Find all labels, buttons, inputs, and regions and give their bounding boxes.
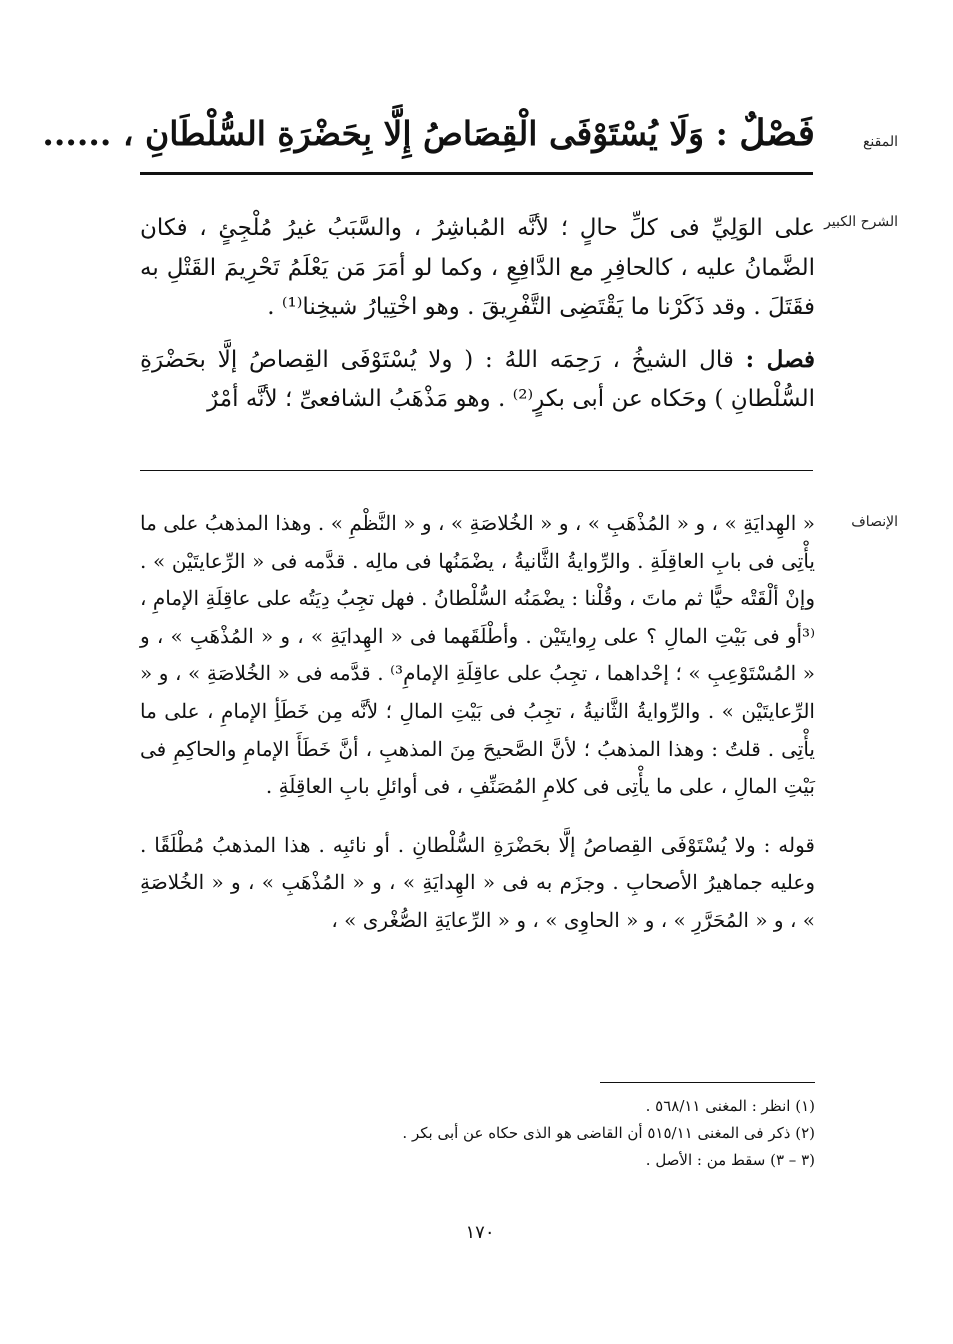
page-number: ١٧٠: [465, 1222, 495, 1243]
footnotes: [140, 1093, 815, 1174]
sharh-text: [140, 209, 815, 420]
label-sharh: الشرح الكبير: [824, 214, 898, 230]
sharh-fasl: فصل :: [745, 345, 816, 373]
insaf-paragraph-2: قوله : ولا يُسْتَوْفَى القِصاصُ إلَّا بحَضْرَةِ السُّلْطانِ . أو نائبِه . هذا المذهبُ مُطْلَقًا . وعليه جماهيرُ الأصحابِ . وجزَم به فى « الهِدايَةِ » ، و « المُذْهَبِ » ، و « الخُلاصَةِ » ، و « المُحَرَّرِ » ، و « الحاوِى » ، و « الرِّعايَةِ الصُّغْرى » ،: [140, 832, 815, 932]
label-muqni: المقنع: [862, 134, 898, 150]
label-insaf: الإنصاف: [851, 514, 898, 530]
muqni-fasl: فَصْلٌ: [739, 112, 815, 154]
insaf-paragraph-1: « الهِدايَةِ » ، و « المُذْهَبِ » ، و « الخُلاصَةِ » ، و « النَّظْمِ » . وهذا المذهبُ على ما يأْتِى فى بابِ العاقِلَةِ . والرِّوايةُ الثَّانيةُ ، يضْمَنُها فى مالِه . قدَّمه فى « الرِّعايتَيْن » . وإنْ ألْقَتْه حيًّا ثم ماتَ ، وقُلْنا : يضْمَنُه السُّلْطانُ . فهل تجِبُ دِيَتُه على عاقِلَةِ الإمامِ ، ⁽³أو فى بَيْتِ المالِ ؟ على رِوايتَيْن . وأطْلَقَهما فى « الهِدايَةِ » ، و « المُذْهَبِ » ، و « المُسْتَوْعِبِ » ؛ إحْداهما ، تجِبُ على عاقِلَةِ الإمامِ³⁾ . قدَّمه فى « الخُلاصَةِ » ، و « الرِّعايتَيْن » . والرِّوايةُ الثَّانيةُ ، تجِبُ فى بَيْتِ المالِ ؛ لأنَّه مِن خَطَأِ الإمامِ ، على ما يأْتِى . قلتُ : وهذا المذهبُ ؛ لأنَّ الصَّحيحَ مِنَ المذهبِ ، أنَّ خَطَأَ الإمامِ والحاكِمِ فى بَيْتِ المالِ ، على ما يأْتِى فى كلامِ المُصَنِّفِ ، فى أوائلِ بابِ العاقِلَةِ .: [140, 511, 815, 799]
footnote-1: (١) انظر : المغنى ٥٦٨/١١ .: [645, 1097, 815, 1115]
muqni-body: : وَلَا يُسْتَوْفَى الْقِصَاصُ إِلَّا بِحَضْرَةِ السُّلْطَانِ ، ......: [42, 114, 728, 153]
footnote-divider: [600, 1082, 815, 1083]
footnote-3: (٣ – ٣) سقط من : الأصل .: [645, 1151, 815, 1169]
sharh-paragraph-2: [140, 340, 815, 420]
sharh-paragraph-1: على الوَلِيِّ فى كلِّ حالٍ ؛ لأنَّه المُباشِرُ ، والسَّبَبُ غيرُ مُلْجِئٍ ، فكان الضَّمانُ عليه ، كالحافِرِ مع الدَّافِعِ ، وكما لو أمَرَ مَن يَعْلَمُ تَحْرِيمَ القَتْلِ به فقَتَلَ . وقد ذَكَرْنا ما يَقْتَضِى التَّفْرِيقَ . وهو اخْتِيارُ شيخِنا⁽¹⁾ .: [140, 215, 815, 320]
muqni-divider: [140, 172, 813, 175]
footnote-2: (٢) ذكر فى المغنى ٥١٥/١١ أن القاضى هو الذى حكاه عن أبى بكر .: [402, 1124, 815, 1142]
insaf-text: [140, 505, 815, 940]
sharh-paragraph-2-body: قال الشيخُ ، رَحِمَه اللهُ : ( ولا يُسْتَوْفَى القِصاصُ إلَّا بحَضْرَةِ السُّلْطانِ ) وحَكاه عن أبى بكرٍ⁽²⁾ . وهو مَذْهَبُ الشافعىِّ ؛ لأنَّه أمْرٌ: [140, 346, 815, 412]
muqni-text: [42, 111, 815, 156]
sharh-divider: [140, 470, 813, 471]
